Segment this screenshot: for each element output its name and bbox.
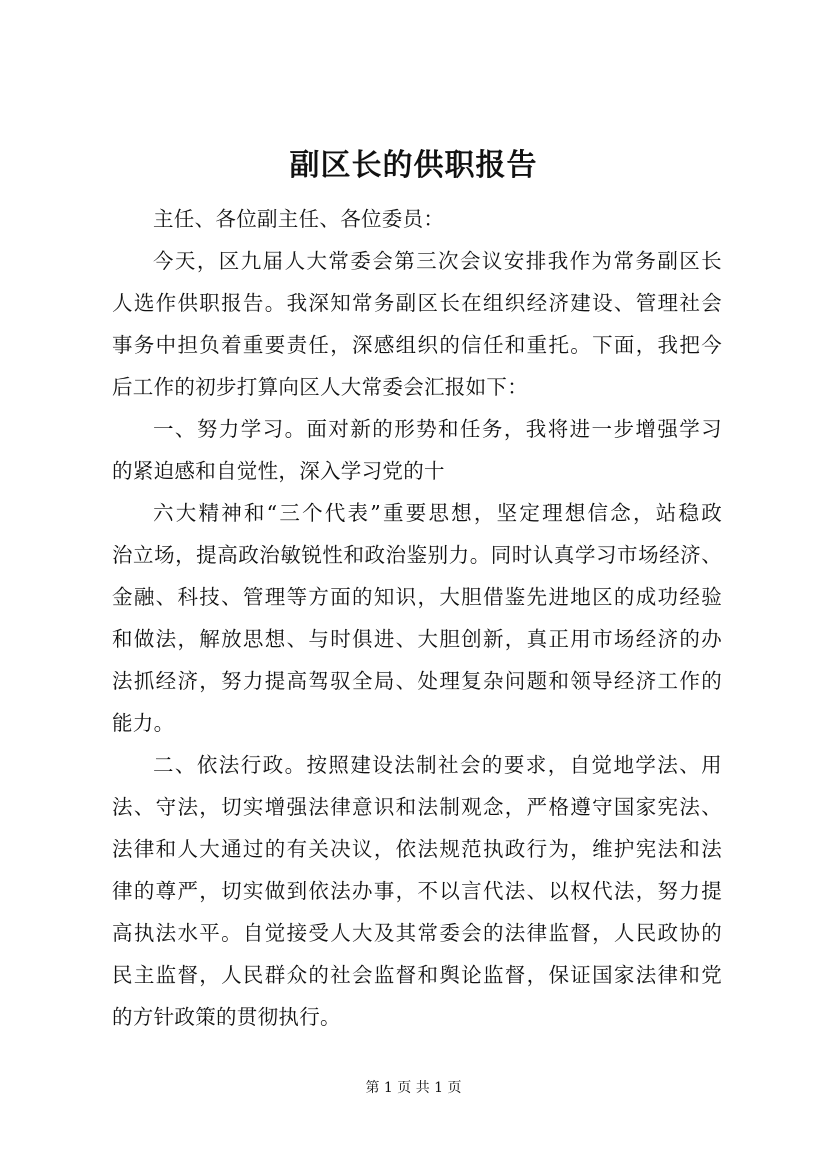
body-line: 主任、各位副主任、各位委员： [153, 207, 445, 231]
body-line: 今天，区九届人大常委会第三次会议安排我作为常务副区长 [153, 249, 722, 273]
body-line: 和做法，解放思想、与时俱进、大胆创新，真正用市场经济的办 [112, 627, 722, 651]
body-line: 人选作供职报告。我深知常务副区长在组织经济建设、管理社会 [112, 291, 722, 315]
body-line: 法抓经济，努力提高驾驭全局、处理复杂问题和领导经济工作的 [112, 669, 722, 693]
body-line: 能力。 [112, 711, 175, 735]
body-line: 金融、科技、管理等方面的知识，大胆借鉴先进地区的成功经验 [112, 585, 722, 609]
body-line: 民主监督，人民群众的社会监督和舆论监督，保证国家法律和党 [112, 963, 722, 987]
page-number-footer: 第 1 页 共 1 页 [365, 1080, 462, 1096]
body-line: 二、依法行政。按照建设法制社会的要求，自觉地学法、用 [153, 753, 722, 777]
body-line: 六大精神和“三个代表”重要思想，坚定理想信念，站稳政 [153, 501, 722, 525]
body-line: 治立场，提高政治敏锐性和政治鉴别力。同时认真学习市场经济、 [112, 543, 722, 567]
body-line: 事务中担负着重要责任，深感组织的信任和重托。下面，我把今 [112, 333, 722, 357]
body-line: 高执法水平。自觉接受人大及其常委会的法律监督，人民政协的 [112, 921, 722, 945]
body-line: 的方针政策的贯彻执行。 [112, 1005, 341, 1029]
body-line: 一、努力学习。面对新的形势和任务，我将进一步增强学习 [153, 417, 722, 441]
document-title: 副区长的供职报告 [289, 148, 538, 183]
body-line: 法律和人大通过的有关决议，依法规范执政行为，维护宪法和法 [112, 837, 722, 861]
body-line: 后工作的初步打算向区人大常委会汇报如下： [112, 375, 528, 399]
body-line: 法、守法，切实增强法律意识和法制观念，严格遵守国家宪法、 [112, 795, 722, 819]
document-body [112, 198, 722, 1038]
body-line: 律的尊严，切实做到依法办事，不以言代法、以权代法，努力提 [112, 879, 722, 903]
body-line: 的紧迫感和自觉性，深入学习党的十 [112, 459, 445, 483]
